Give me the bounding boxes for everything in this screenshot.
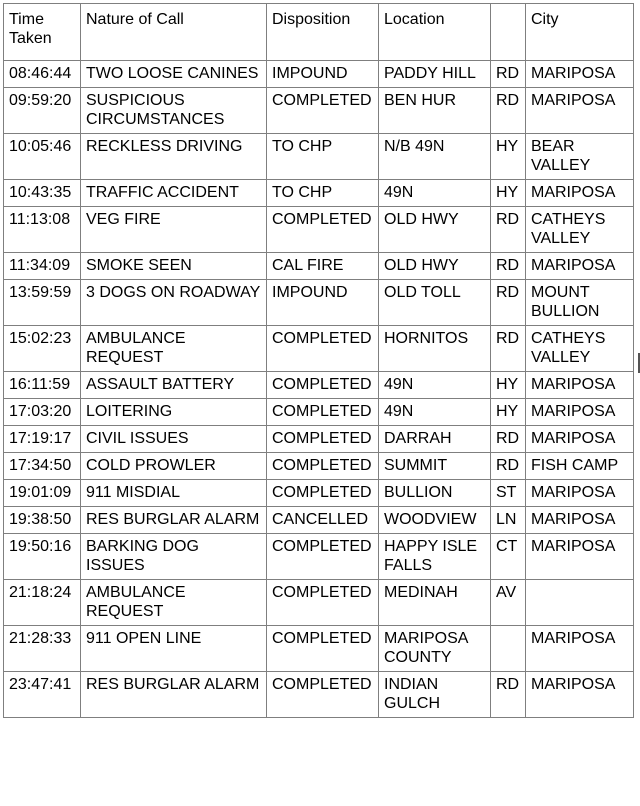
table-row [4,134,634,180]
call-log-table [3,3,634,718]
cell-nature-of-call: LOITERING [81,399,267,426]
cell-street-suffix [491,626,526,672]
cell-nature-of-call: AMBULANCE REQUEST [81,326,267,372]
cell-location: BEN HUR [379,88,491,134]
call-log-body [4,61,634,718]
cell-street-suffix: HY [491,134,526,180]
cell-nature-of-call: AMBULANCE REQUEST [81,580,267,626]
cell-time-taken: 17:19:17 [4,426,81,453]
cell-disposition: COMPLETED [267,372,379,399]
cell-street-suffix: RD [491,207,526,253]
cell-street-suffix: RD [491,453,526,480]
cell-disposition: COMPLETED [267,580,379,626]
cell-disposition: COMPLETED [267,534,379,580]
cell-location: 49N [379,180,491,207]
table-row [4,253,634,280]
cell-city: MOUNT BULLION [526,280,634,326]
cell-nature-of-call: VEG FIRE [81,207,267,253]
cell-location: MARIPOSA COUNTY [379,626,491,672]
cell-time-taken: 21:28:33 [4,626,81,672]
cell-time-taken: 19:50:16 [4,534,81,580]
table-row [4,426,634,453]
cell-city: CATHEYS VALLEY [526,207,634,253]
cell-city: MARIPOSA [526,399,634,426]
cell-disposition: CANCELLED [267,507,379,534]
table-row [4,626,634,672]
cell-city: MARIPOSA [526,61,634,88]
cell-street-suffix: RD [491,253,526,280]
table-row [4,453,634,480]
table-row [4,88,634,134]
cell-street-suffix: RD [491,280,526,326]
table-row [4,534,634,580]
cell-nature-of-call: CIVIL ISSUES [81,426,267,453]
cell-city: MARIPOSA [526,426,634,453]
cell-time-taken: 13:59:59 [4,280,81,326]
cell-disposition: COMPLETED [267,626,379,672]
cell-street-suffix: HY [491,372,526,399]
cell-nature-of-call: RES BURGLAR ALARM [81,507,267,534]
cell-street-suffix: AV [491,580,526,626]
table-row [4,580,634,626]
cell-nature-of-call: SUSPICIOUS CIRCUMSTANCES [81,88,267,134]
cell-street-suffix: RD [491,426,526,453]
cell-nature-of-call: RECKLESS DRIVING [81,134,267,180]
table-row [4,507,634,534]
cell-disposition: COMPLETED [267,326,379,372]
table-row [4,672,634,718]
table-row [4,61,634,88]
cell-street-suffix: ST [491,480,526,507]
cell-street-suffix: RD [491,326,526,372]
header-street-suffix [491,4,526,61]
cell-location: DARRAH [379,426,491,453]
cell-disposition: TO CHP [267,134,379,180]
cell-time-taken: 19:01:09 [4,480,81,507]
cell-disposition: COMPLETED [267,672,379,718]
cell-nature-of-call: 911 MISDIAL [81,480,267,507]
cell-street-suffix: RD [491,61,526,88]
cell-time-taken: 15:02:23 [4,326,81,372]
cell-street-suffix: HY [491,180,526,207]
cell-location: OLD TOLL [379,280,491,326]
cell-location: WOODVIEW [379,507,491,534]
cell-location: OLD HWY [379,253,491,280]
cell-time-taken: 17:03:20 [4,399,81,426]
cell-city: MARIPOSA [526,626,634,672]
cell-disposition: IMPOUND [267,280,379,326]
cell-time-taken: 11:13:08 [4,207,81,253]
cell-city: MARIPOSA [526,253,634,280]
cell-location: HAPPY ISLE FALLS [379,534,491,580]
cell-street-suffix: HY [491,399,526,426]
header-time-taken: Time Taken [4,4,81,61]
cell-street-suffix: RD [491,88,526,134]
cell-location: 49N [379,372,491,399]
cell-city: MARIPOSA [526,88,634,134]
cell-nature-of-call: 3 DOGS ON ROADWAY [81,280,267,326]
cell-city: MARIPOSA [526,672,634,718]
cell-time-taken: 08:46:44 [4,61,81,88]
cell-location: N/B 49N [379,134,491,180]
cell-nature-of-call: 911 OPEN LINE [81,626,267,672]
table-row [4,480,634,507]
header-location: Location [379,4,491,61]
cell-nature-of-call: SMOKE SEEN [81,253,267,280]
cell-street-suffix: RD [491,672,526,718]
cell-location: 49N [379,399,491,426]
cell-disposition: COMPLETED [267,88,379,134]
cell-street-suffix: CT [491,534,526,580]
cell-location: INDIAN GULCH [379,672,491,718]
cell-city: MARIPOSA [526,507,634,534]
cell-disposition: COMPLETED [267,480,379,507]
cell-city [526,580,634,626]
cell-location: SUMMIT [379,453,491,480]
cell-city: MARIPOSA [526,480,634,507]
cell-nature-of-call: COLD PROWLER [81,453,267,480]
cell-location: MEDINAH [379,580,491,626]
cell-nature-of-call: TWO LOOSE CANINES [81,61,267,88]
cell-time-taken: 10:05:46 [4,134,81,180]
cell-location: OLD HWY [379,207,491,253]
cell-location: BULLION [379,480,491,507]
cell-disposition: COMPLETED [267,207,379,253]
cell-disposition: COMPLETED [267,399,379,426]
table-row [4,326,634,372]
cell-city: MARIPOSA [526,180,634,207]
cell-time-taken: 10:43:35 [4,180,81,207]
cell-city: BEAR VALLEY [526,134,634,180]
cell-time-taken: 11:34:09 [4,253,81,280]
header-city: City [526,4,634,61]
table-row [4,399,634,426]
cell-nature-of-call: BARKING DOG ISSUES [81,534,267,580]
table-row [4,372,634,399]
cell-disposition: COMPLETED [267,426,379,453]
header-row [4,4,634,61]
cell-time-taken: 21:18:24 [4,580,81,626]
header-disposition: Disposition [267,4,379,61]
cell-disposition: IMPOUND [267,61,379,88]
cell-nature-of-call: RES BURGLAR ALARM [81,672,267,718]
cell-nature-of-call: TRAFFIC ACCIDENT [81,180,267,207]
header-nature-of-call: Nature of Call [81,4,267,61]
cell-time-taken: 23:47:41 [4,672,81,718]
cell-time-taken: 09:59:20 [4,88,81,134]
cell-city: FISH CAMP [526,453,634,480]
cell-location: PADDY HILL [379,61,491,88]
cell-disposition: CAL FIRE [267,253,379,280]
cell-time-taken: 16:11:59 [4,372,81,399]
cell-city: CATHEYS VALLEY [526,326,634,372]
table-row [4,280,634,326]
cell-location: HORNITOS [379,326,491,372]
cell-nature-of-call: ASSAULT BATTERY [81,372,267,399]
cell-city: MARIPOSA [526,534,634,580]
table-row [4,207,634,253]
cell-disposition: TO CHP [267,180,379,207]
cell-city: MARIPOSA [526,372,634,399]
cell-time-taken: 17:34:50 [4,453,81,480]
table-row [4,180,634,207]
cell-disposition: COMPLETED [267,453,379,480]
cell-time-taken: 19:38:50 [4,507,81,534]
cell-street-suffix: LN [491,507,526,534]
